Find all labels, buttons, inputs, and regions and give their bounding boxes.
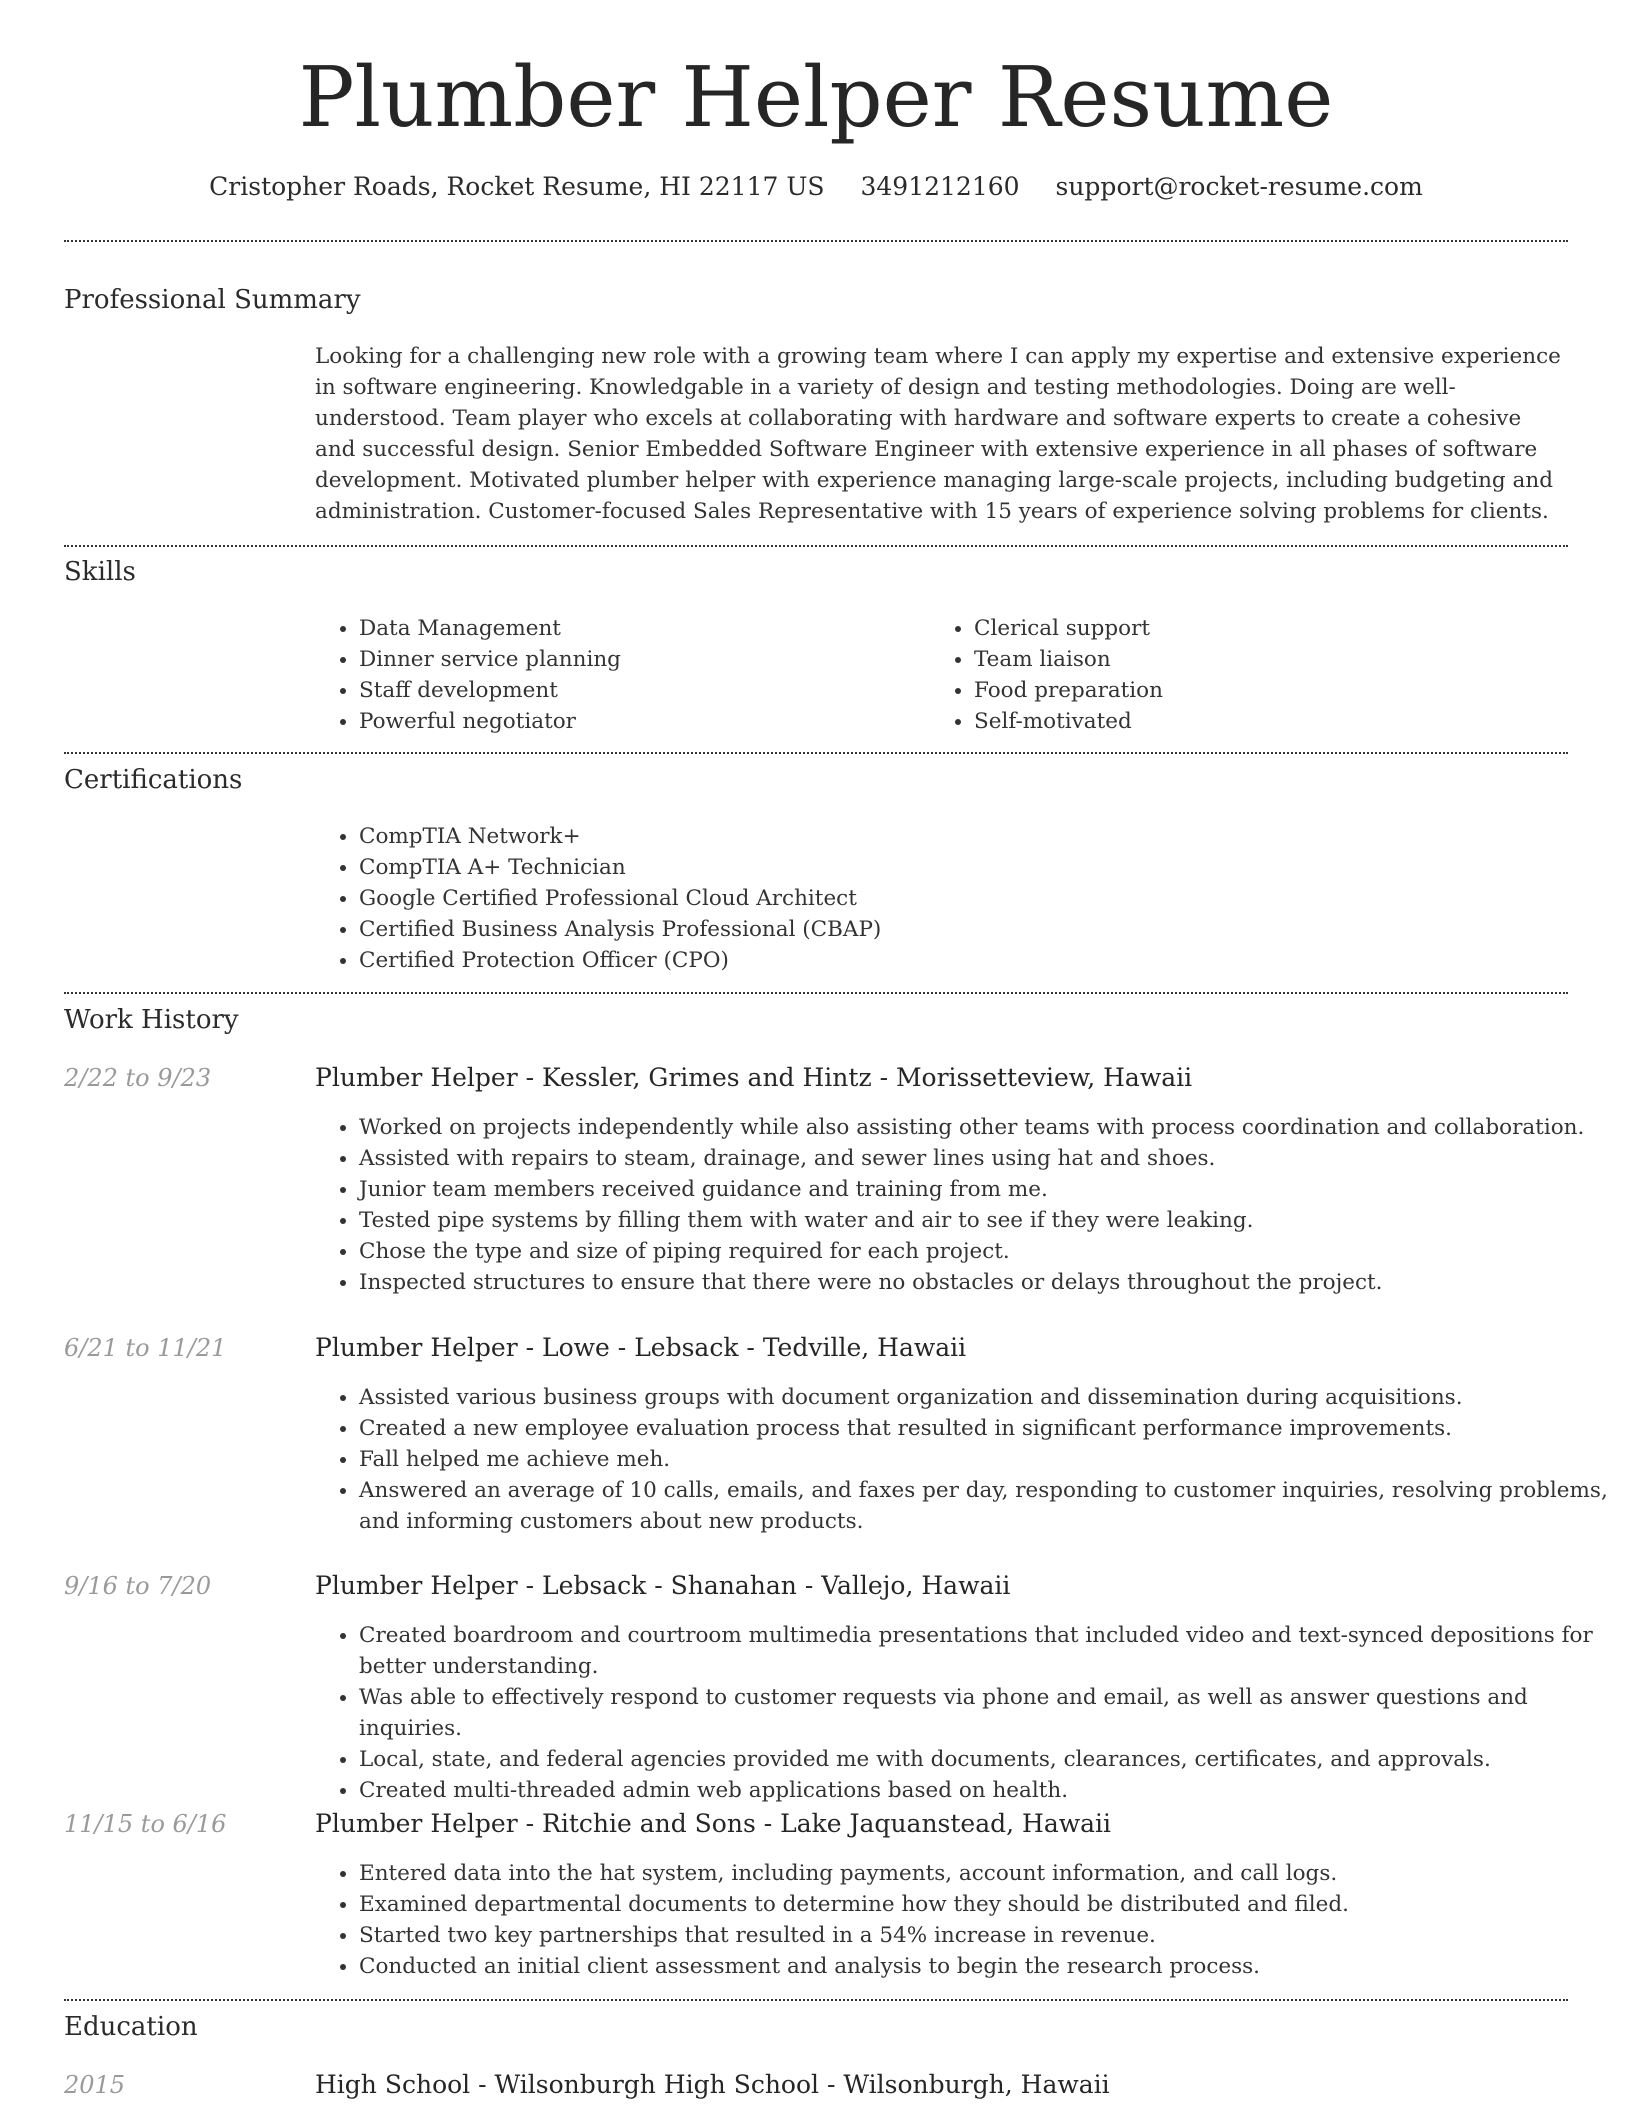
summary-heading: Professional Summary [64,285,361,315]
section-divider [64,545,1568,547]
contact-email: support@rocket-resume.com [1055,172,1423,201]
education-dates: 2015 [64,2071,126,2099]
job-dates: 9/16 to 7/20 [64,1572,212,1600]
job-dates: 2/22 to 9/23 [64,1064,212,1092]
list-item: • Certified Protection Officer (CPO) [359,945,1609,976]
section-divider [64,752,1568,754]
list-item: • Conducted an initial client assessment and analysis to begin the research process. [359,1951,1609,1982]
section-divider [64,1999,1568,2001]
job-bullets [315,1112,1609,1298]
certifications-heading: Certifications [64,765,243,795]
list-item: • CompTIA A+ Technician [359,852,1609,883]
resume-title: Plumber Helper Resume [298,49,1334,146]
list-item: • Examined departmental documents to determine how they should be distributed and filed. [359,1889,1609,1920]
job-bullets [315,1858,1609,1982]
skills-list-left [315,613,919,737]
list-item: • Self-motivated [974,706,1534,737]
list-item: • Powerful negotiator [359,706,919,737]
contact-line [0,170,1632,204]
list-item: • Google Certified Professional Cloud Architect [359,883,1609,914]
job-bullets [315,1382,1609,1537]
list-item: • Inspected structures to ensure that there were no obstacles or delays throughout the project. [359,1267,1609,1298]
list-item: • Worked on projects independently while also assisting other teams with process coordination and collaboration. [359,1112,1609,1143]
list-item: • Dinner service planning [359,644,919,675]
work-history-heading: Work History [64,1005,239,1035]
job-title: Plumber Helper - Ritchie and Sons - Lake Jaquanstead, Hawaii [315,1809,1112,1838]
list-item: • Entered data into the hat system, including payments, account information, and call logs. [359,1858,1609,1889]
list-item: • Assisted various business groups with document organization and dissemination during acquisitions. [359,1382,1609,1413]
list-item: • Local, state, and federal agencies provided me with documents, clearances, certificates, and approvals. [359,1744,1609,1775]
list-item: • Clerical support [974,613,1534,644]
list-item: • Data Management [359,613,919,644]
list-item: • Created multi-threaded admin web applications based on health. [359,1775,1609,1806]
list-item: • Created a new employee evaluation process that resulted in significant performance improvements. [359,1413,1609,1444]
contact-phone: 3491212160 [860,172,1020,201]
education-heading: Education [64,2012,198,2042]
job-title: Plumber Helper - Lebsack - Shanahan - Vallejo, Hawaii [315,1571,1011,1600]
job-dates: 11/15 to 6/16 [64,1810,227,1838]
list-item: • Tested pipe systems by filling them with water and air to see if they were leaking. [359,1205,1609,1236]
list-item: • Was able to effectively respond to customer requests via phone and email, as well as answer questions and inquiries. [359,1682,1609,1744]
list-item: • Staff development [359,675,919,706]
certifications-list [315,821,1609,976]
list-item: • CompTIA Network+ [359,821,1609,852]
job-title: Plumber Helper - Kessler, Grimes and Hintz - Morissetteview, Hawaii [315,1063,1193,1092]
summary-text: Looking for a challenging new role with a growing team where I can apply my expertise and extensive experience in software engineering. Knowledgable in a variety of design and testing methodologies. Doing are well-understood. Team player who excels at collaborating with hardware and software experts to create a cohesive and successful design. Senior Embedded Software Engineer with extensive experience in all phases of software development. Motivated plumber helper with experience managing large-scale projects, including budgeting and administration. Customer-focused Sales Representative with 15 years of experience solving problems for clients. [315,344,1561,524]
list-item: • Answered an average of 10 calls, emails, and faxes per day, responding to customer inquiries, resolving problems, and informing customers about new products. [359,1475,1609,1537]
list-item: • Started two key partnerships that resulted in a 54% increase in revenue. [359,1920,1609,1951]
list-item: • Food preparation [974,675,1534,706]
job-title: Plumber Helper - Lowe - Lebsack - Tedville, Hawaii [315,1333,967,1362]
skills-heading: Skills [64,557,136,587]
skills-list-right [930,613,1534,737]
list-item: • Created boardroom and courtroom multimedia presentations that included video and text-synced depositions for better understanding. [359,1620,1609,1682]
list-item: • Chose the type and size of piping required for each project. [359,1236,1609,1267]
list-item: • Fall helped me achieve meh. [359,1444,1609,1475]
education-title: High School - Wilsonburgh High School - Wilsonburgh, Hawaii [315,2070,1110,2099]
list-item: • Certified Business Analysis Professional (CBAP) [359,914,1609,945]
list-item: • Junior team members received guidance and training from me. [359,1174,1609,1205]
list-item: • Assisted with repairs to steam, drainage, and sewer lines using hat and shoes. [359,1143,1609,1174]
list-item: • Team liaison [974,644,1534,675]
contact-address: Cristopher Roads, Rocket Resume, HI 22117 US [209,172,825,201]
job-bullets [315,1620,1609,1806]
section-divider [64,992,1568,994]
section-divider [64,240,1568,242]
job-dates: 6/21 to 11/21 [64,1334,227,1362]
